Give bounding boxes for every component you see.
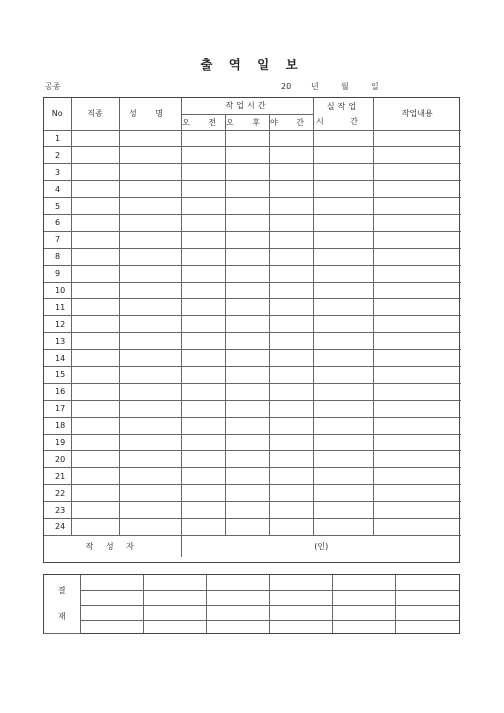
date-year: 년 — [311, 82, 319, 91]
actual-time-cell[interactable] — [313, 181, 373, 198]
table-row — [44, 434, 461, 451]
pm-cell[interactable] — [225, 383, 269, 400]
content-cell[interactable] — [373, 316, 461, 333]
approval-cell[interactable] — [269, 605, 332, 620]
row-number: 23 — [44, 502, 71, 519]
am-cell[interactable] — [181, 350, 225, 367]
am-cell[interactable] — [181, 400, 225, 417]
table-row — [44, 366, 461, 383]
header-name: 성 명 — [119, 98, 181, 130]
name-cell[interactable] — [119, 434, 181, 451]
approval-box — [43, 574, 460, 634]
header-work-time: 작업시간 — [181, 98, 313, 114]
night-cell[interactable] — [269, 333, 313, 350]
pm-cell[interactable] — [225, 366, 269, 383]
night-cell[interactable] — [269, 231, 313, 248]
am-cell[interactable] — [181, 147, 225, 164]
name-cell[interactable] — [119, 383, 181, 400]
job-cell[interactable] — [71, 434, 119, 451]
job-cell[interactable] — [71, 299, 119, 316]
pm-cell[interactable] — [225, 502, 269, 519]
pm-cell[interactable] — [225, 248, 269, 265]
row-number: 24 — [44, 518, 71, 535]
table-row — [44, 231, 461, 248]
actual-time-cell[interactable] — [313, 383, 373, 400]
night-cell[interactable] — [269, 265, 313, 282]
header-actual-line1: 실작업 — [326, 101, 360, 111]
table-row — [44, 265, 461, 282]
actual-time-cell[interactable] — [313, 231, 373, 248]
job-cell[interactable] — [71, 316, 119, 333]
row-number: 21 — [44, 468, 71, 485]
header-actual-line2: 시 간 — [316, 116, 370, 126]
pm-cell[interactable] — [225, 400, 269, 417]
approval-cell[interactable] — [80, 620, 143, 633]
job-cell[interactable] — [71, 485, 119, 502]
author-seal: (인) — [181, 535, 461, 557]
row-number: 11 — [44, 299, 71, 316]
pm-cell[interactable] — [225, 282, 269, 299]
pm-cell[interactable] — [225, 350, 269, 367]
actual-time-cell[interactable] — [313, 214, 373, 231]
night-cell[interactable] — [269, 434, 313, 451]
content-cell[interactable] — [373, 164, 461, 181]
actual-time-cell[interactable] — [313, 400, 373, 417]
pm-cell[interactable] — [225, 434, 269, 451]
approval-cell[interactable] — [396, 605, 459, 620]
content-cell[interactable] — [373, 485, 461, 502]
pm-cell[interactable] — [225, 417, 269, 434]
am-cell[interactable] — [181, 231, 225, 248]
approval-cell[interactable] — [143, 575, 206, 590]
approval-cell[interactable] — [333, 590, 396, 605]
pm-cell[interactable] — [225, 299, 269, 316]
table-row — [44, 198, 461, 215]
am-cell[interactable] — [181, 333, 225, 350]
night-cell[interactable] — [269, 485, 313, 502]
night-cell[interactable] — [269, 451, 313, 468]
row-number: 10 — [44, 282, 71, 299]
job-cell[interactable] — [71, 400, 119, 417]
name-cell[interactable] — [119, 451, 181, 468]
approval-line2: 재 — [57, 611, 66, 621]
name-cell[interactable] — [119, 468, 181, 485]
table-row — [44, 147, 461, 164]
am-cell[interactable] — [181, 316, 225, 333]
name-cell[interactable] — [119, 164, 181, 181]
row-number: 2 — [44, 147, 71, 164]
document-title: 출 역 일 보 — [200, 57, 304, 72]
name-cell[interactable] — [119, 350, 181, 367]
night-cell[interactable] — [269, 130, 313, 147]
actual-time-cell[interactable] — [313, 265, 373, 282]
actual-time-cell[interactable] — [313, 434, 373, 451]
am-cell[interactable] — [181, 417, 225, 434]
content-cell[interactable] — [373, 451, 461, 468]
name-cell[interactable] — [119, 299, 181, 316]
night-cell[interactable] — [269, 350, 313, 367]
actual-time-cell[interactable] — [313, 468, 373, 485]
night-cell[interactable] — [269, 164, 313, 181]
header-pm: 오 후 — [225, 114, 269, 130]
approval-cell[interactable] — [333, 605, 396, 620]
table-row — [44, 181, 461, 198]
name-cell[interactable] — [119, 181, 181, 198]
am-cell[interactable] — [181, 265, 225, 282]
pm-cell[interactable] — [225, 518, 269, 535]
table-row — [44, 130, 461, 147]
content-cell[interactable] — [373, 265, 461, 282]
name-cell[interactable] — [119, 130, 181, 147]
table-row — [44, 502, 461, 519]
job-cell[interactable] — [71, 248, 119, 265]
night-cell[interactable] — [269, 214, 313, 231]
header-actual-time — [313, 98, 373, 130]
row-number: 3 — [44, 164, 71, 181]
night-cell[interactable] — [269, 316, 313, 333]
job-cell[interactable] — [71, 366, 119, 383]
content-cell[interactable] — [373, 366, 461, 383]
table-row — [44, 164, 461, 181]
row-number: 16 — [44, 383, 71, 400]
table-row — [44, 417, 461, 434]
content-cell[interactable] — [373, 214, 461, 231]
job-cell[interactable] — [71, 282, 119, 299]
pm-cell[interactable] — [225, 181, 269, 198]
content-cell[interactable] — [373, 181, 461, 198]
name-cell[interactable] — [119, 282, 181, 299]
content-cell[interactable] — [373, 299, 461, 316]
date-day: 일 — [371, 82, 379, 91]
night-cell[interactable] — [269, 383, 313, 400]
approval-cell[interactable] — [206, 590, 269, 605]
date-year-prefix: 20 — [281, 82, 292, 91]
name-cell[interactable] — [119, 198, 181, 215]
table-row — [44, 468, 461, 485]
am-cell[interactable] — [181, 366, 225, 383]
content-cell[interactable] — [373, 400, 461, 417]
row-number: 19 — [44, 434, 71, 451]
name-cell[interactable] — [119, 231, 181, 248]
table-row — [44, 383, 461, 400]
row-number: 18 — [44, 417, 71, 434]
header-job: 직종 — [71, 98, 119, 130]
content-cell[interactable] — [373, 231, 461, 248]
pm-cell[interactable] — [225, 265, 269, 282]
pm-cell[interactable] — [225, 130, 269, 147]
table-row — [44, 485, 461, 502]
actual-time-cell[interactable] — [313, 485, 373, 502]
job-cell[interactable] — [71, 147, 119, 164]
actual-time-cell[interactable] — [313, 147, 373, 164]
row-number: 20 — [44, 451, 71, 468]
night-cell[interactable] — [269, 400, 313, 417]
table-row — [44, 316, 461, 333]
header-no: No — [44, 98, 71, 130]
row-number: 4 — [44, 181, 71, 198]
pm-cell[interactable] — [225, 316, 269, 333]
approval-cell[interactable] — [269, 575, 332, 590]
actual-time-cell[interactable] — [313, 518, 373, 535]
name-cell[interactable] — [119, 366, 181, 383]
approval-cell[interactable] — [80, 575, 143, 590]
am-cell[interactable] — [181, 383, 225, 400]
actual-time-cell[interactable] — [313, 451, 373, 468]
name-cell[interactable] — [119, 214, 181, 231]
author-label: 작 성 자 — [44, 535, 181, 557]
pm-cell[interactable] — [225, 485, 269, 502]
job-cell[interactable] — [71, 383, 119, 400]
actual-time-cell[interactable] — [313, 502, 373, 519]
header-am: 오 전 — [181, 114, 225, 130]
night-cell[interactable] — [269, 366, 313, 383]
night-cell[interactable] — [269, 502, 313, 519]
job-cell[interactable] — [71, 130, 119, 147]
actual-time-cell[interactable] — [313, 299, 373, 316]
content-cell[interactable] — [373, 350, 461, 367]
job-cell[interactable] — [71, 181, 119, 198]
approval-cell[interactable] — [396, 620, 459, 633]
job-cell[interactable] — [71, 265, 119, 282]
table-row — [44, 248, 461, 265]
approval-line1: 결 — [57, 585, 66, 595]
name-cell[interactable] — [119, 248, 181, 265]
night-cell[interactable] — [269, 282, 313, 299]
header-content: 작업내용 — [373, 98, 461, 130]
date-month: 월 — [341, 82, 349, 91]
actual-time-cell[interactable] — [313, 417, 373, 434]
am-cell[interactable] — [181, 451, 225, 468]
approval-cell[interactable] — [396, 590, 459, 605]
site-label: 공종 — [45, 82, 61, 91]
pm-cell[interactable] — [225, 198, 269, 215]
row-number: 22 — [44, 485, 71, 502]
night-cell[interactable] — [269, 468, 313, 485]
row-number: 12 — [44, 316, 71, 333]
content-cell[interactable] — [373, 130, 461, 147]
row-number: 9 — [44, 265, 71, 282]
approval-cell[interactable] — [333, 620, 396, 633]
table-row — [44, 214, 461, 231]
content-cell[interactable] — [373, 468, 461, 485]
attendance-table — [43, 97, 460, 563]
table-row — [44, 333, 461, 350]
table-row — [44, 299, 461, 316]
pm-cell[interactable] — [225, 214, 269, 231]
night-cell[interactable] — [269, 248, 313, 265]
content-cell[interactable] — [373, 383, 461, 400]
actual-time-cell[interactable] — [313, 130, 373, 147]
actual-time-cell[interactable] — [313, 350, 373, 367]
row-number: 13 — [44, 333, 71, 350]
date-line — [281, 81, 379, 92]
row-number: 1 — [44, 130, 71, 147]
content-cell[interactable] — [373, 434, 461, 451]
table-row — [44, 282, 461, 299]
job-cell[interactable] — [71, 214, 119, 231]
content-cell[interactable] — [373, 147, 461, 164]
actual-time-cell[interactable] — [313, 198, 373, 215]
approval-cell[interactable] — [80, 590, 143, 605]
name-cell[interactable] — [119, 265, 181, 282]
actual-time-cell[interactable] — [313, 164, 373, 181]
am-cell[interactable] — [181, 502, 225, 519]
am-cell[interactable] — [181, 130, 225, 147]
content-cell[interactable] — [373, 417, 461, 434]
name-cell[interactable] — [119, 333, 181, 350]
am-cell[interactable] — [181, 248, 225, 265]
name-cell[interactable] — [119, 485, 181, 502]
night-cell[interactable] — [269, 299, 313, 316]
header-night: 야 간 — [269, 114, 313, 130]
content-cell[interactable] — [373, 518, 461, 535]
am-cell[interactable] — [181, 518, 225, 535]
approval-cell[interactable] — [80, 605, 143, 620]
actual-time-cell[interactable] — [313, 366, 373, 383]
pm-cell[interactable] — [225, 333, 269, 350]
name-cell[interactable] — [119, 147, 181, 164]
job-cell[interactable] — [71, 518, 119, 535]
content-cell[interactable] — [373, 333, 461, 350]
pm-cell[interactable] — [225, 164, 269, 181]
table-row — [44, 518, 461, 535]
approval-cell[interactable] — [333, 575, 396, 590]
night-cell[interactable] — [269, 198, 313, 215]
actual-time-cell[interactable] — [313, 282, 373, 299]
am-cell[interactable] — [181, 198, 225, 215]
content-cell[interactable] — [373, 198, 461, 215]
am-cell[interactable] — [181, 282, 225, 299]
pm-cell[interactable] — [225, 231, 269, 248]
name-cell[interactable] — [119, 400, 181, 417]
am-cell[interactable] — [181, 214, 225, 231]
am-cell[interactable] — [181, 468, 225, 485]
approval-label — [44, 575, 80, 633]
row-number: 14 — [44, 350, 71, 367]
content-cell[interactable] — [373, 248, 461, 265]
row-number: 5 — [44, 198, 71, 215]
row-number: 15 — [44, 366, 71, 383]
name-cell[interactable] — [119, 417, 181, 434]
approval-cell[interactable] — [396, 575, 459, 590]
night-cell[interactable] — [269, 518, 313, 535]
job-cell[interactable] — [71, 417, 119, 434]
row-number: 8 — [44, 248, 71, 265]
job-cell[interactable] — [71, 468, 119, 485]
name-cell[interactable] — [119, 502, 181, 519]
table-row — [44, 451, 461, 468]
pm-cell[interactable] — [225, 147, 269, 164]
pm-cell[interactable] — [225, 451, 269, 468]
job-cell[interactable] — [71, 451, 119, 468]
name-cell[interactable] — [119, 518, 181, 535]
approval-cell[interactable] — [269, 620, 332, 633]
am-cell[interactable] — [181, 181, 225, 198]
actual-time-cell[interactable] — [313, 248, 373, 265]
approval-cell[interactable] — [143, 605, 206, 620]
row-number: 6 — [44, 214, 71, 231]
job-cell[interactable] — [71, 350, 119, 367]
actual-time-cell[interactable] — [313, 333, 373, 350]
name-cell[interactable] — [119, 316, 181, 333]
night-cell[interactable] — [269, 147, 313, 164]
am-cell[interactable] — [181, 434, 225, 451]
am-cell[interactable] — [181, 299, 225, 316]
job-cell[interactable] — [71, 198, 119, 215]
actual-time-cell[interactable] — [313, 316, 373, 333]
am-cell[interactable] — [181, 164, 225, 181]
approval-cell[interactable] — [206, 575, 269, 590]
content-cell[interactable] — [373, 502, 461, 519]
row-number: 7 — [44, 231, 71, 248]
job-cell[interactable] — [71, 333, 119, 350]
am-cell[interactable] — [181, 485, 225, 502]
job-cell[interactable] — [71, 164, 119, 181]
row-number: 17 — [44, 400, 71, 417]
approval-cell[interactable] — [206, 620, 269, 633]
approval-cell[interactable] — [143, 590, 206, 605]
night-cell[interactable] — [269, 417, 313, 434]
job-cell[interactable] — [71, 231, 119, 248]
table-row — [44, 400, 461, 417]
job-cell[interactable] — [71, 502, 119, 519]
approval-cell[interactable] — [269, 590, 332, 605]
approval-cell[interactable] — [143, 620, 206, 633]
approval-cell[interactable] — [206, 605, 269, 620]
night-cell[interactable] — [269, 181, 313, 198]
pm-cell[interactable] — [225, 468, 269, 485]
content-cell[interactable] — [373, 282, 461, 299]
table-row — [44, 350, 461, 367]
